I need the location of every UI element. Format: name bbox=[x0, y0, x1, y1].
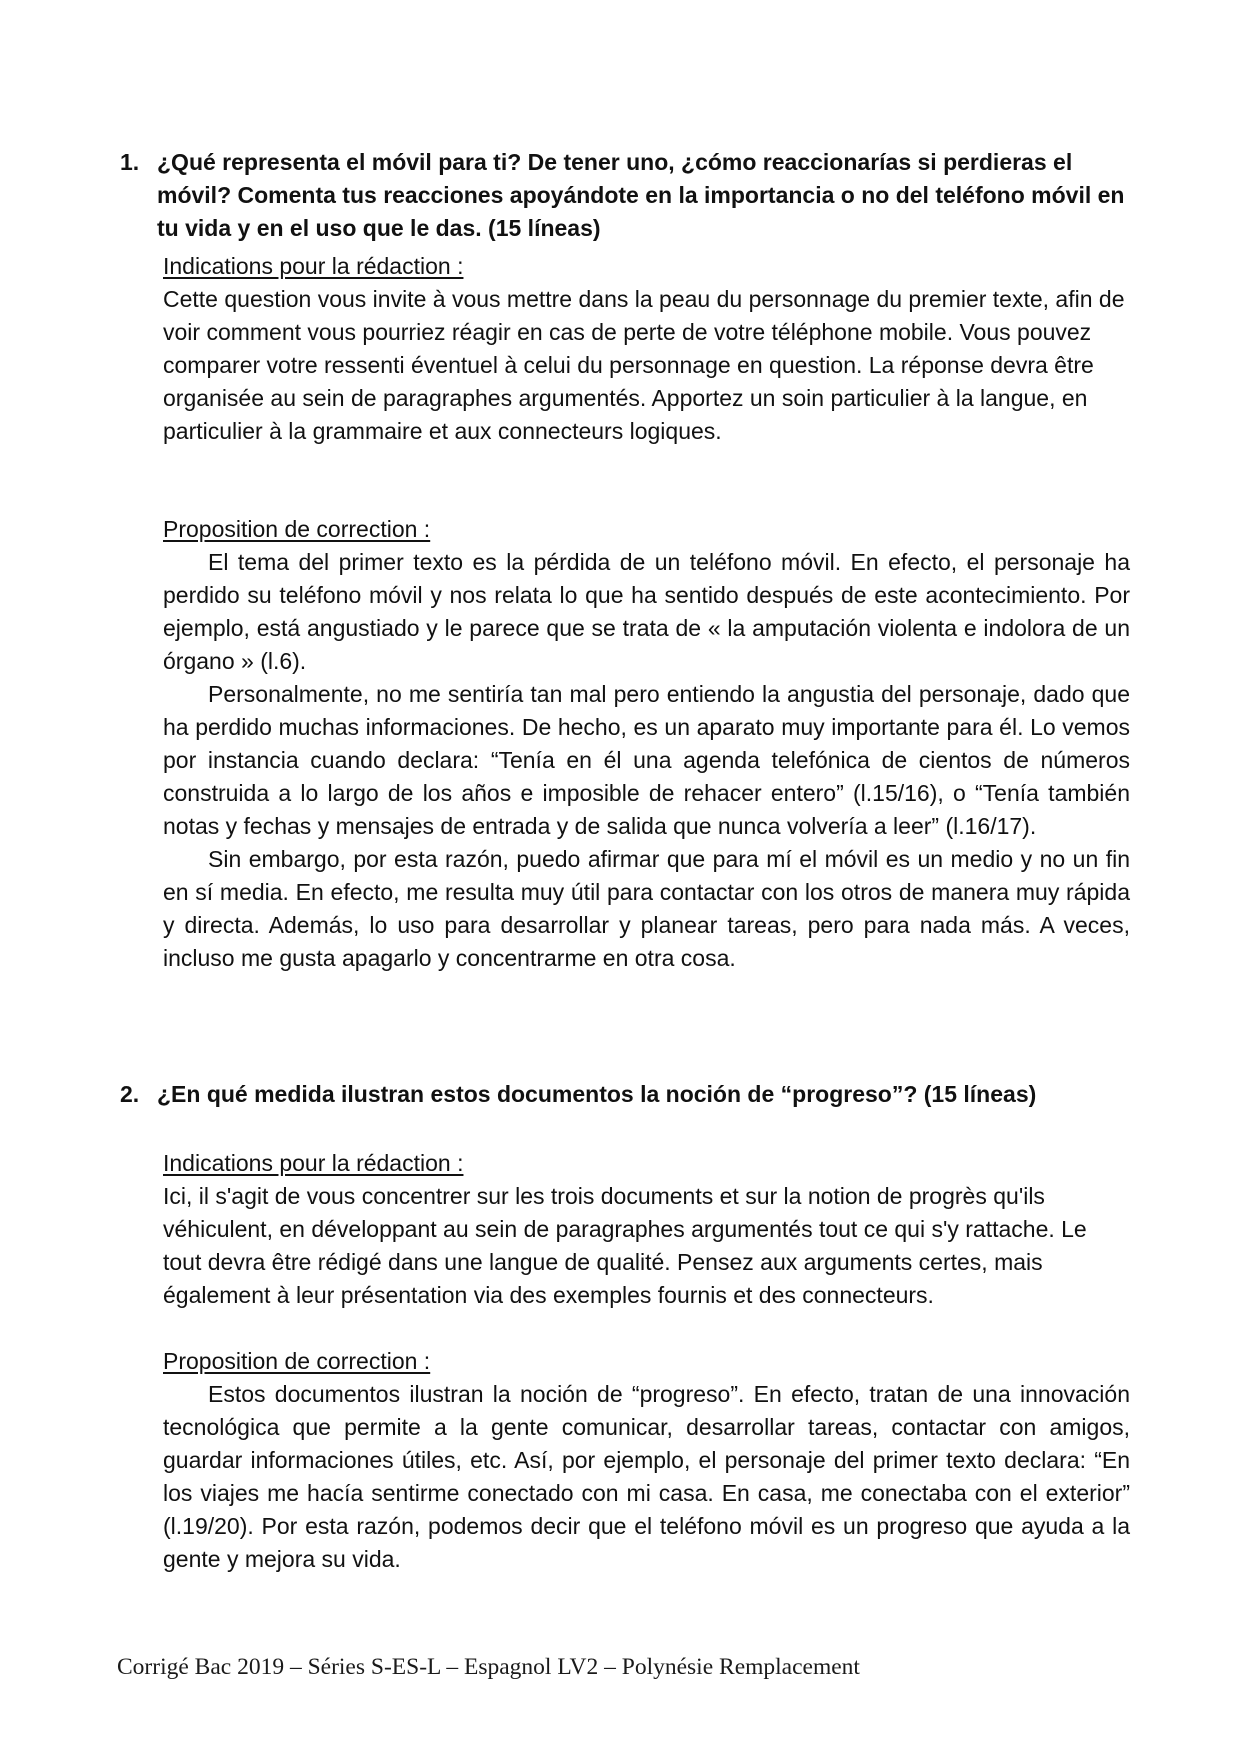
q1-correction-title: Proposition de correction : bbox=[163, 516, 431, 542]
q2-correction-section bbox=[163, 1345, 1130, 1576]
q1-correction-paragraph: El tema del primer texto es la pérdida de un teléfono móvil. En efecto, el personaje ha perdido su teléfono móvil y nos relata lo que ha sentido después de este acontecimiento. Por ejemplo, está angustiado y le parece que se trata de « la amputación violenta e indolora de un órgano » (l.6). bbox=[163, 549, 1130, 674]
q1-correction-paragraph: Sin embargo, por esta razón, puedo afirmar que para mí el móvil es un medio y no un fin en sí media. En efecto, me resulta muy útil para contactar con los otros de manera muy rápida y directa. Además, lo uso para desarrollar y planear tareas, pero para nada más. A veces, incluso me gusta apagarlo y concentrarme en otra cosa. bbox=[163, 846, 1130, 971]
question-1-text: ¿Qué representa el móvil para ti? De tener uno, ¿cómo reaccionarías si perdieras el móvil? Comenta tus reacciones apoyándote en la importancia o no del teléfono móvil en tu vida y en el uso que le das. (15 líneas) bbox=[157, 149, 1125, 241]
page-footer: Corrigé Bac 2019 – Séries S-ES-L – Espagnol LV2 – Polynésie Remplacement bbox=[117, 1654, 860, 1680]
q2-indications-section bbox=[163, 1147, 1130, 1312]
question-1 bbox=[120, 146, 1130, 245]
question-2 bbox=[120, 1078, 1130, 1111]
q1-indications-text: Cette question vous invite à vous mettre dans la peau du personnage du premier texte, afin de voir comment vous pourriez réagir en cas de perte de votre téléphone mobile. Vous pouvez comparer votre ressenti éventuel à celui du personnage en question. La réponse devra être organisée au sein de paragraphes argumentés. Apportez un soin particulier à la langue, en particulier à la grammaire et aux connecteurs logiques. bbox=[163, 286, 1125, 444]
q2-indications-text: Ici, il s'agit de vous concentrer sur les trois documents et sur la notion de progrès qu'ils véhiculent, en développant au sein de paragraphes argumentés tout ce qui s'y rattache. Le tout devra être rédigé dans une langue de qualité. Pensez aux arguments certes, mais également à leur présentation via des exemples fournis et des connecteurs. bbox=[163, 1183, 1087, 1308]
q2-correction-title: Proposition de correction : bbox=[163, 1348, 431, 1374]
q1-correction-paragraph: Personalmente, no me sentiría tan mal pero entiendo la angustia del personaje, dado que ha perdido muchas informaciones. De hecho, es un aparato muy importante para él. Lo vemos por instancia cuando declara: “Tenía en él una agenda telefónica de cientos de números construida a lo largo de los años e imposible de rehacer entero” (l.15/16), o “Tenía también notas y fechas y mensajes de entrada y de salida que nunca volvería a leer” (l.16/17). bbox=[163, 681, 1130, 839]
q1-indications-title: Indications pour la rédaction : bbox=[163, 253, 464, 279]
q1-correction-section bbox=[163, 513, 1130, 975]
question-1-number: 1. bbox=[120, 149, 140, 175]
question-2-number: 2. bbox=[120, 1081, 140, 1107]
q1-indications-section bbox=[163, 250, 1130, 448]
q2-indications-title: Indications pour la rédaction : bbox=[163, 1150, 464, 1176]
q2-correction-paragraph: Estos documentos ilustran la noción de “progreso”. En efecto, tratan de una innovación tecnológica que permite a la gente comunicar, desarrollar tareas, contactar con amigos, guardar informaciones útiles, etc. Así, por ejemplo, el personaje del primer texto declara: “En los viajes me hacía sentirme conectado con mi casa. En casa, me conectaba con el exterior” (l.19/20). Por esta razón, podemos decir que el teléfono móvil es un progreso que ayuda a la gente y mejora su vida. bbox=[163, 1381, 1130, 1572]
question-2-text: ¿En qué medida ilustran estos documentos la noción de “progreso”? (15 líneas) bbox=[157, 1081, 1037, 1107]
